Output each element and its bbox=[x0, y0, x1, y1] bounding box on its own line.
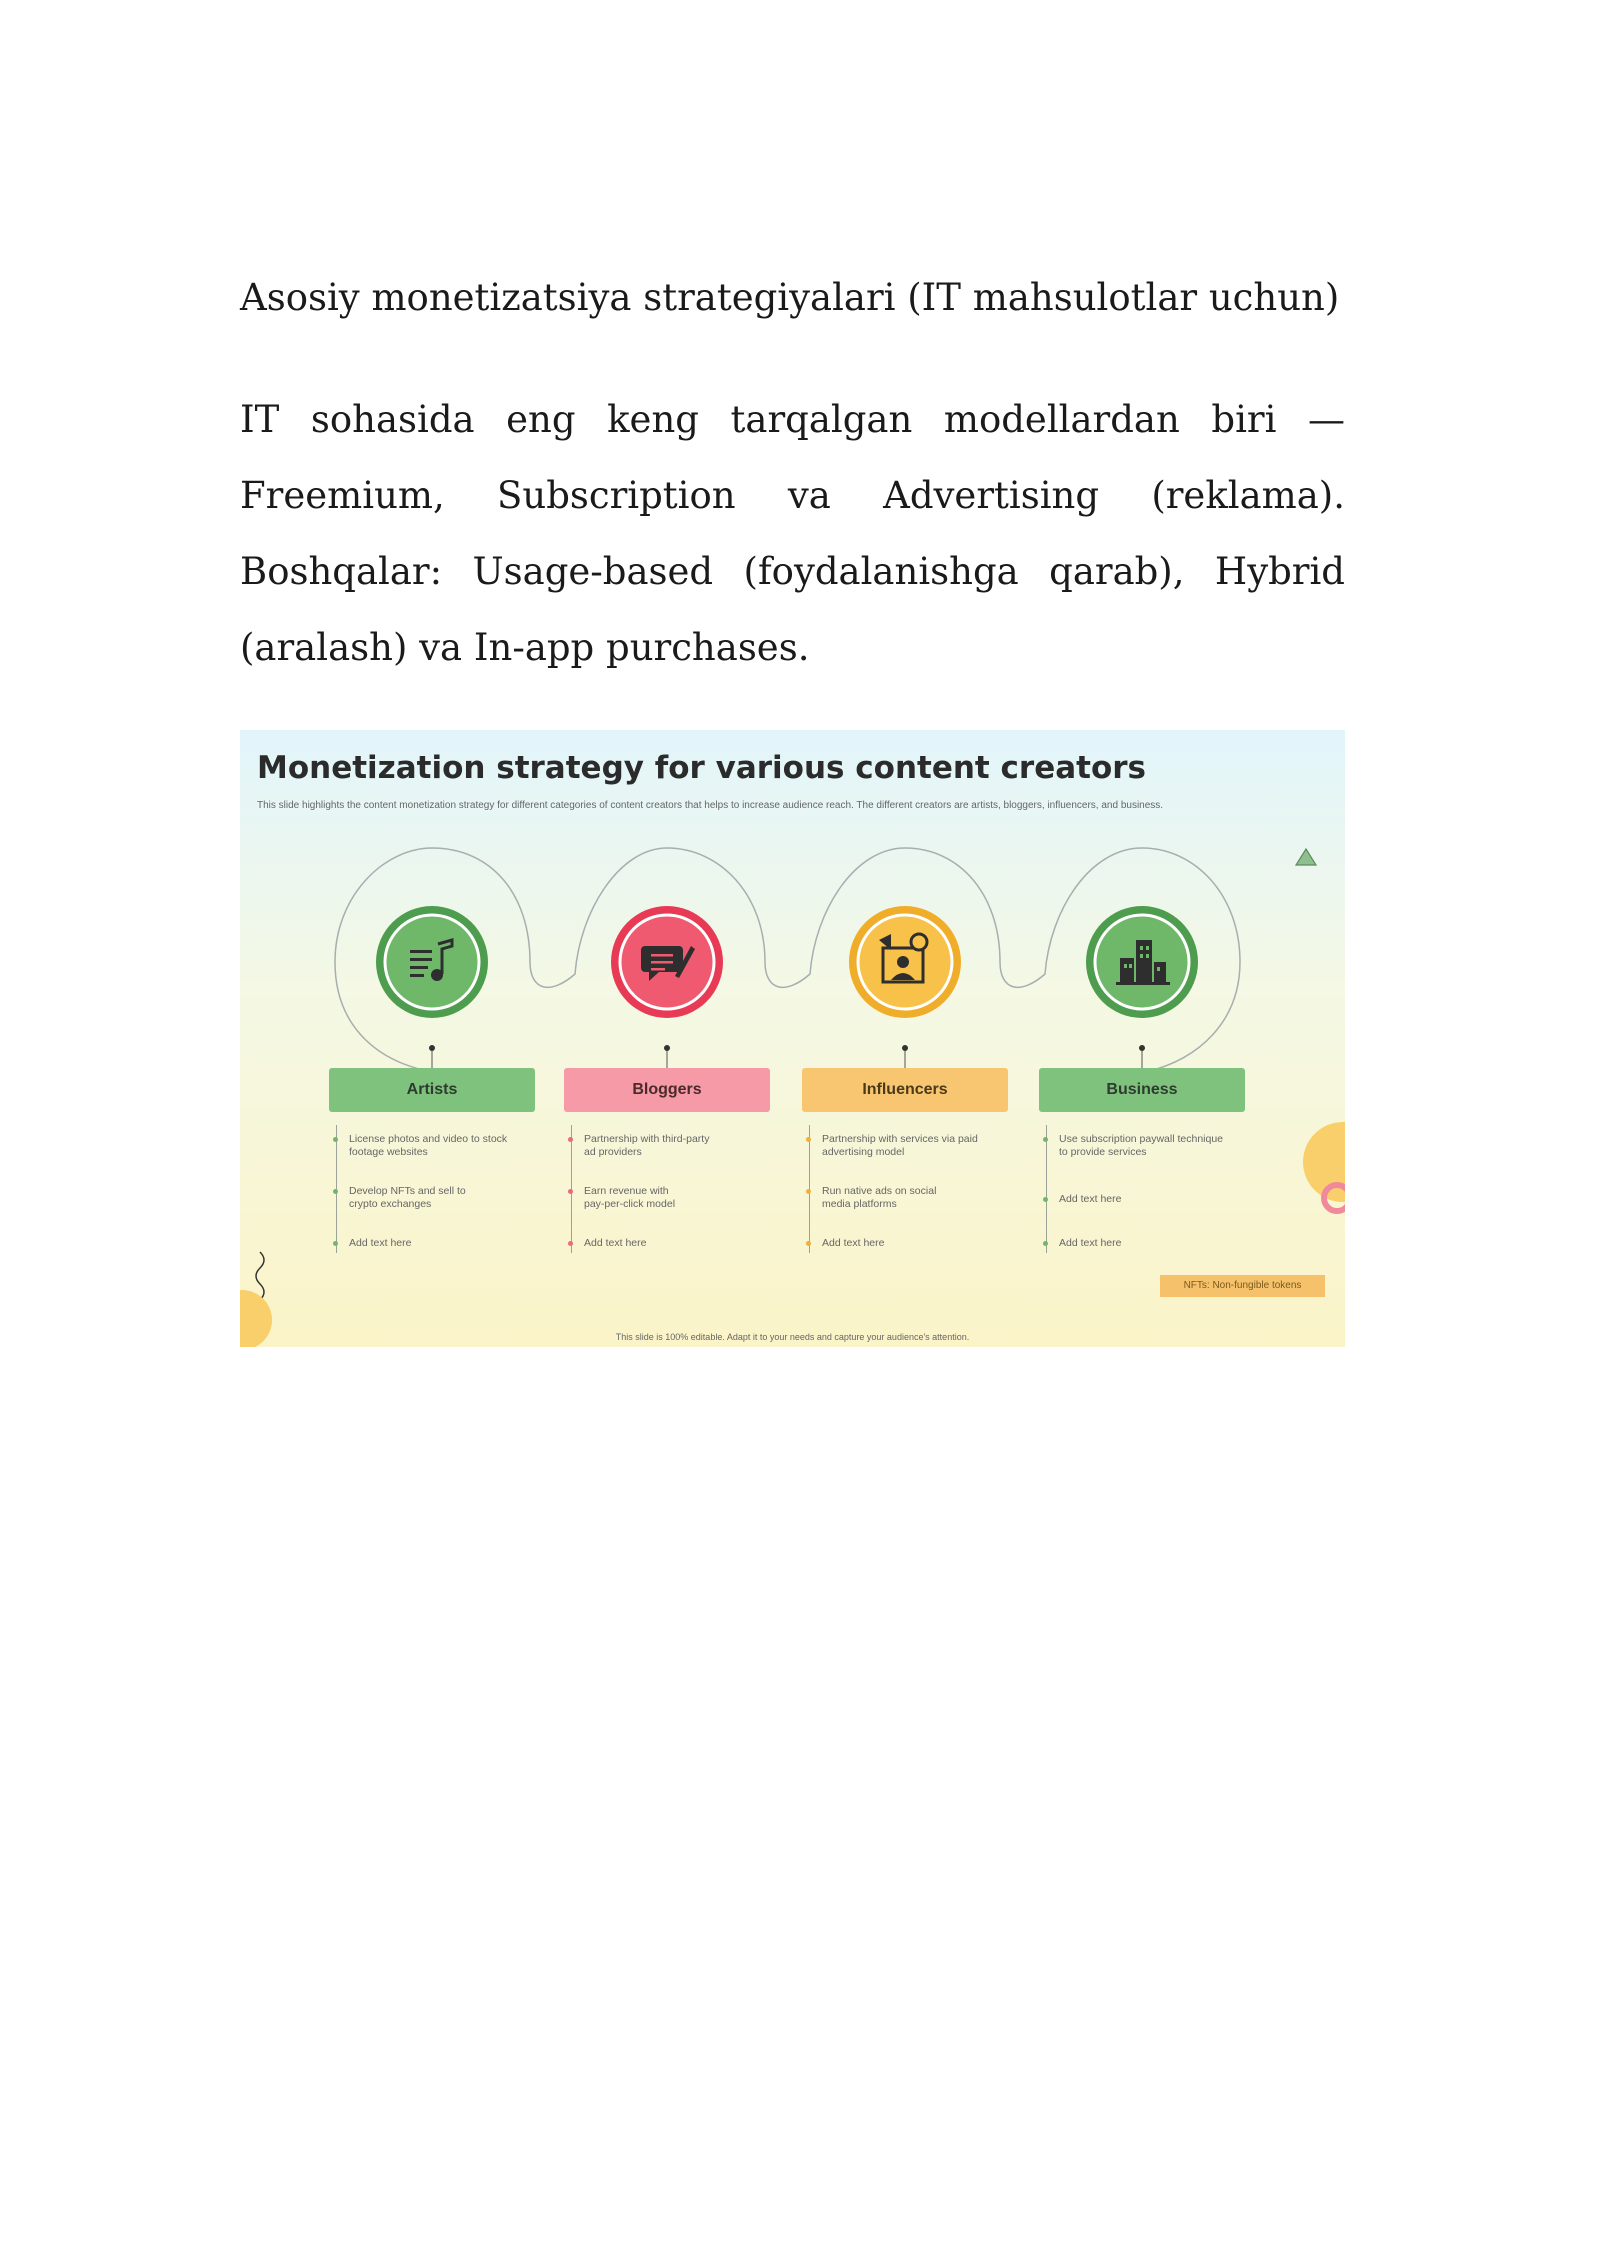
bloggers-icon-circle bbox=[611, 906, 723, 1068]
bullet-list-business bbox=[1046, 1125, 1252, 1253]
bullet-dot bbox=[333, 1189, 338, 1194]
stem-dot bbox=[902, 1045, 908, 1051]
bullet-text: Add text here bbox=[1059, 1193, 1122, 1205]
bullet-text: Use subscription paywall technique to provide services bbox=[1059, 1133, 1224, 1158]
stem-dot bbox=[429, 1045, 435, 1051]
bullet-text: Earn revenue with pay-per-click model bbox=[584, 1185, 676, 1210]
slide-footer: This slide is 100% editable. Adapt it to your needs and capture your audience's attention. bbox=[615, 1332, 970, 1342]
bullet-dot bbox=[333, 1137, 338, 1142]
bullet-text: Run native ads on social media platforms bbox=[822, 1185, 937, 1210]
icon-fill bbox=[385, 915, 479, 1009]
bullet-dot bbox=[806, 1241, 811, 1246]
bullet-text: Partnership with third-party ad providers bbox=[584, 1133, 710, 1158]
bullet-dot bbox=[568, 1137, 573, 1142]
artists-icon-circle bbox=[376, 906, 488, 1068]
bullet-text: Develop NFTs and sell to crypto exchanges bbox=[349, 1185, 466, 1210]
bullet-dot bbox=[568, 1241, 573, 1246]
bullet-text: Add text here bbox=[584, 1237, 647, 1249]
bullet-dot bbox=[568, 1189, 573, 1194]
category-label-artists: Artists bbox=[329, 1068, 535, 1112]
bullet-dot bbox=[333, 1241, 338, 1246]
stem-dot bbox=[664, 1045, 670, 1051]
pink-ring-decoration bbox=[1315, 1178, 1345, 1218]
bullet-dot bbox=[1043, 1241, 1048, 1246]
bullet-list-influencers bbox=[809, 1125, 1015, 1253]
bullet-list-bloggers bbox=[571, 1125, 777, 1253]
bullet-text: Add text here bbox=[1059, 1237, 1122, 1249]
slide-title: Monetization strategy for various content creators bbox=[257, 750, 1147, 786]
body-paragraph: IT sohasida eng keng tarqalgan modellardan biri — Freemium, Subscription va Advertising (reklama). Boshqalar: Usage-based (foydalanishga qarab), Hybrid (aralash) va In-app purchases. bbox=[240, 398, 1345, 669]
stem-dot bbox=[1139, 1045, 1145, 1051]
business-icon-circle bbox=[1086, 906, 1198, 1068]
embedded-slide-image bbox=[240, 730, 1345, 1347]
bullet-list-artists bbox=[336, 1125, 542, 1253]
bullet-dot bbox=[806, 1137, 811, 1142]
bullet-dot bbox=[806, 1189, 811, 1194]
category-label-influencers: Influencers bbox=[802, 1068, 1008, 1112]
bullet-text: Add text here bbox=[349, 1237, 412, 1249]
section-heading: Asosiy monetizatsiya strategiyalari (IT mahsulotlar uchun) bbox=[240, 276, 1340, 319]
influencers-icon-circle bbox=[849, 906, 961, 1068]
nft-footnote: NFTs: Non-fungible tokens bbox=[1160, 1275, 1325, 1297]
slide-subtitle: This slide highlights the content monetization strategy for different categories of content creators that helps to increase audience reach. The different creators are artists, bloggers, influencers, and business. bbox=[257, 800, 1164, 811]
bullet-dot bbox=[1043, 1137, 1048, 1142]
bullet-text: Partnership with services via paid advertising model bbox=[822, 1133, 978, 1158]
bullet-text: Add text here bbox=[822, 1237, 885, 1249]
bullet-text: License photos and video to stock footage websites bbox=[349, 1133, 508, 1158]
category-label-business: Business bbox=[1039, 1068, 1245, 1112]
category-label-bloggers: Bloggers bbox=[564, 1068, 770, 1112]
bullet-dot bbox=[1043, 1197, 1048, 1202]
